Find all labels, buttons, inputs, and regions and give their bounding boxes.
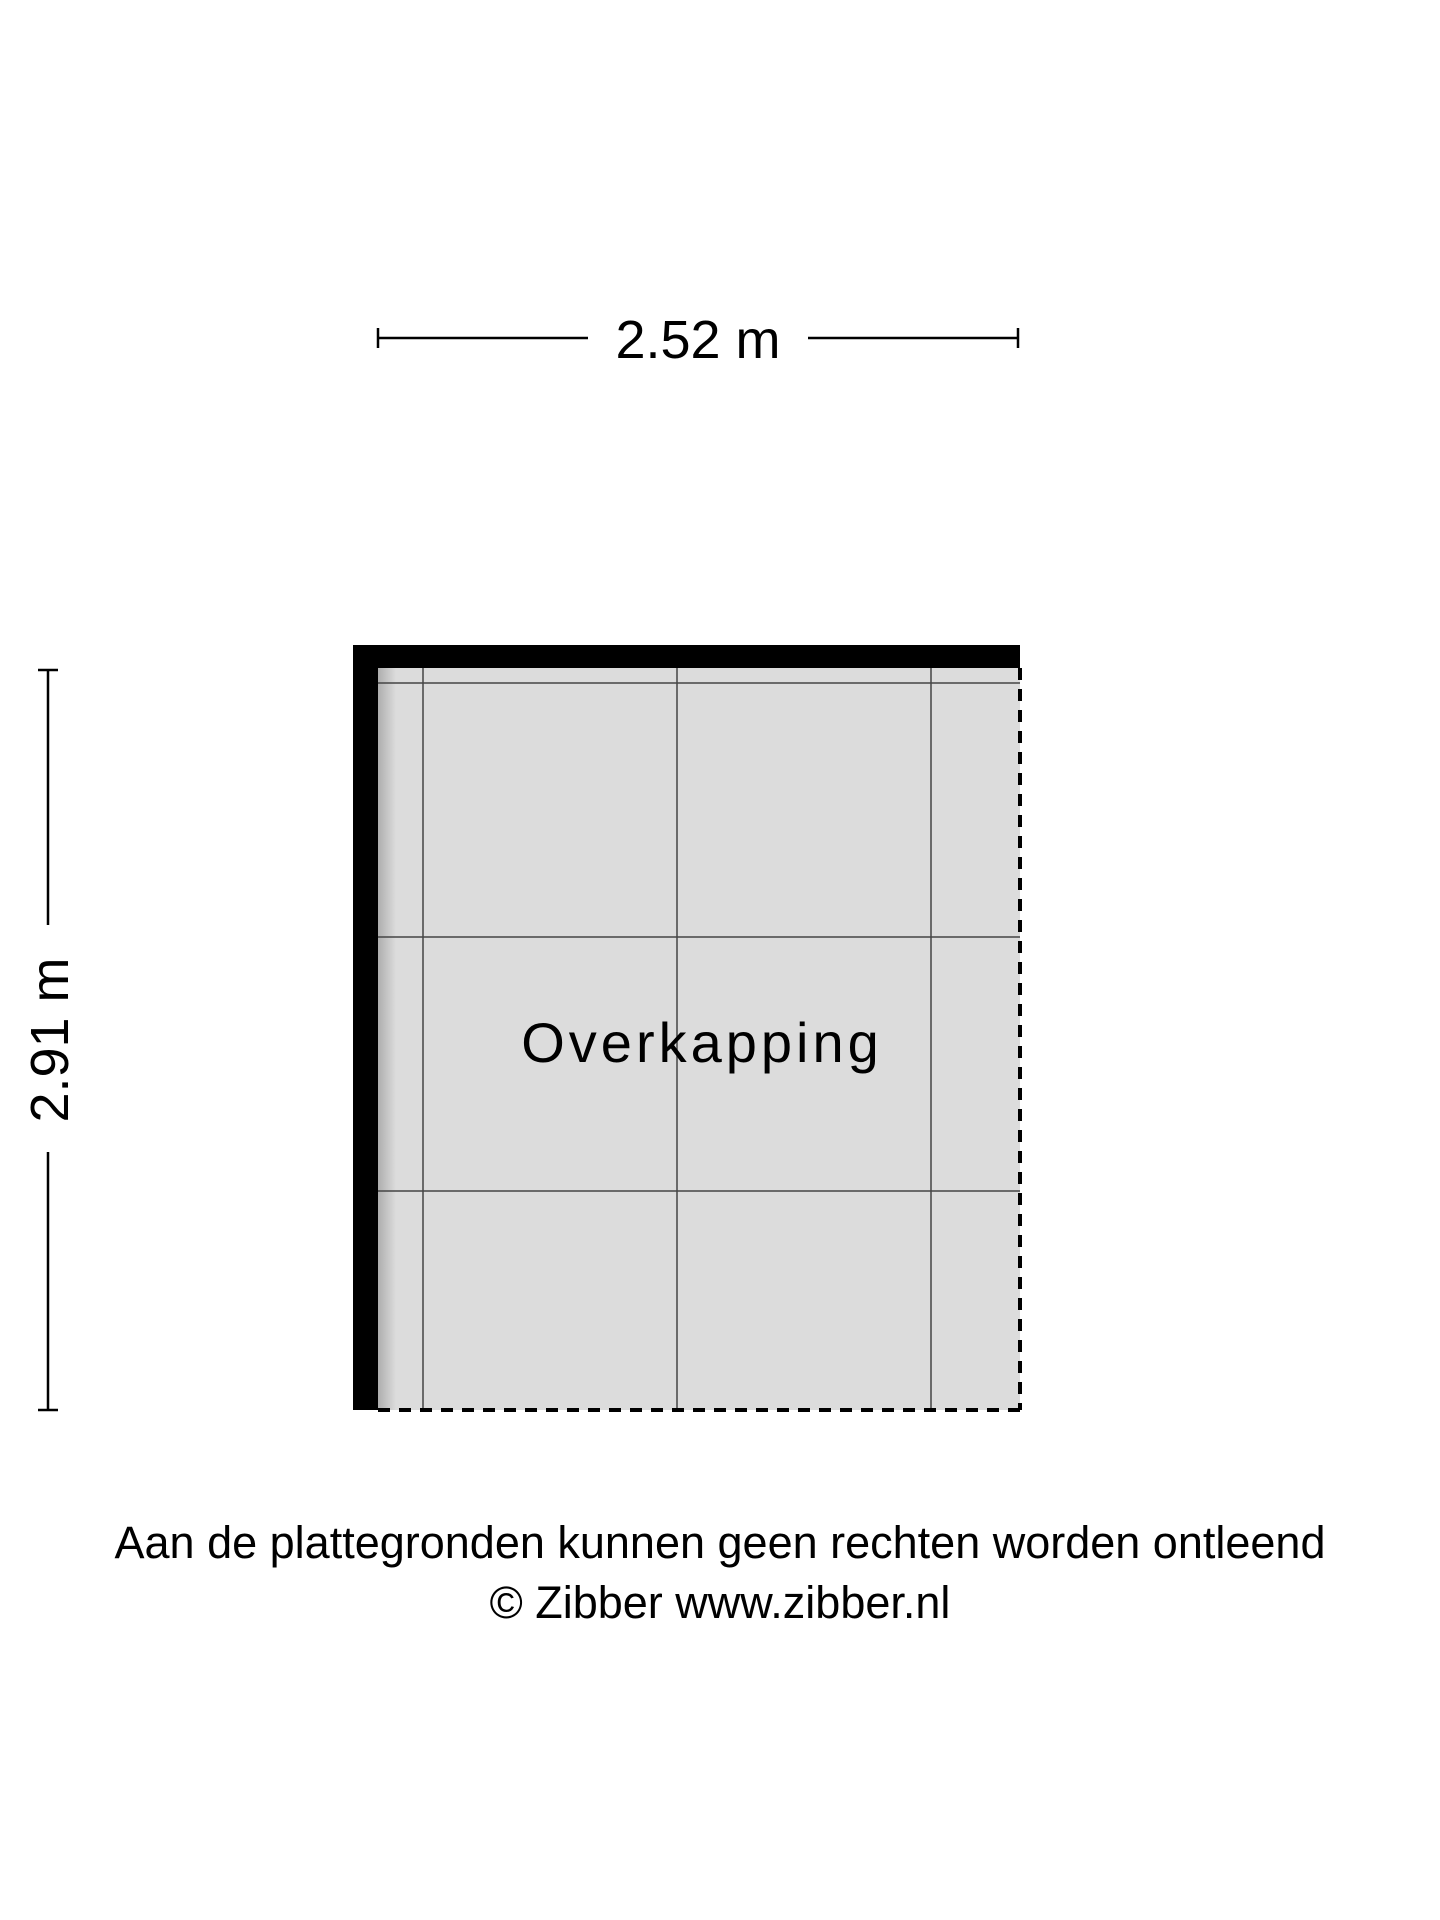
left-wall	[353, 645, 378, 1410]
height-dimension	[20, 670, 80, 1410]
height-label: 2.91 m	[20, 957, 80, 1123]
width-dimension	[378, 310, 1018, 370]
wall-shadow	[378, 668, 396, 1410]
copyright-text: © Zibber www.zibber.nl	[489, 1577, 951, 1628]
room-label: Overkapping	[521, 1011, 883, 1074]
disclaimer-text: Aan de plattegronden kunnen geen rechten worden ontleend	[114, 1517, 1326, 1568]
top-wall	[353, 645, 1020, 668]
width-label: 2.52 m	[615, 310, 781, 370]
